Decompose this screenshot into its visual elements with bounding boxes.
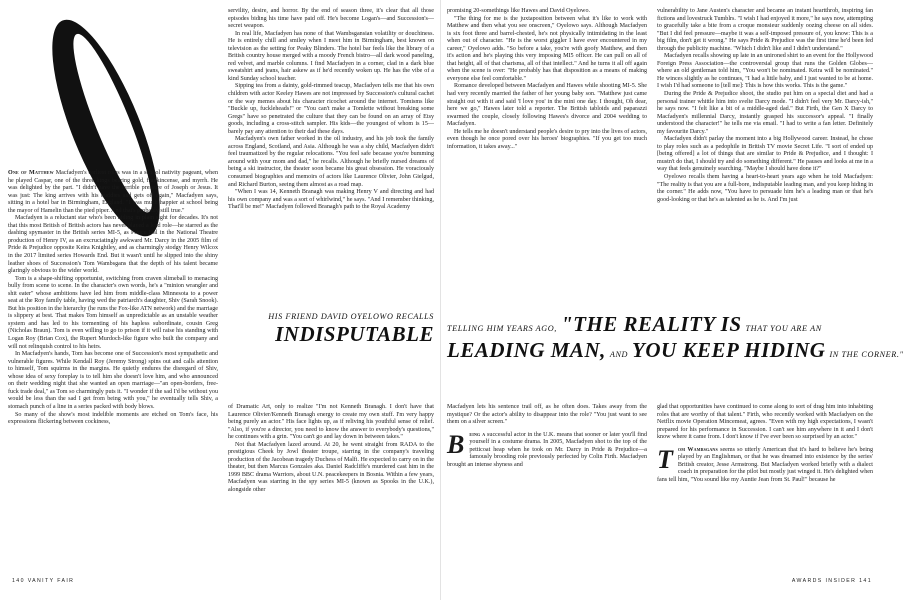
paragraph: In real life, Macfadyen has none of that Wambsgansian volatility or douchiness. He is entirely chill and smiley when I meet him in Birmingham, best known on television as the setting for Peaky Blinders. The hotel bar feels like the library of a British country house merged with a moody French bistro—all dark wood paneling, red velvet, and marble columns. I find Macfadyen in a corner, clad in a dark blue sweatshirt and jeans, hair askew as if he'd recently woken up. He has the vibe of a kind Sunday school teacher. bbox=[228, 30, 434, 82]
paragraph: Sipping tea from a dainty, gold-rimmed teacup, Macfadyen tells me that his own children with actor Keeley Hawes are not impressed by Succession's cultural cachet or the way memes about his character ricochet around the internet. Tomisms like "Buckle up, fuckleheads!" or "You can't make a Tomlette without breaking some Gregs" have so penetrated the culture that they can be found on an array of Etsy goods, including a cross-stitch sampler. His kids—the youngest of whom is 15—barely pay any attention to their dad these days. bbox=[228, 83, 434, 135]
lead-in: om Wambsgans bbox=[677, 446, 718, 453]
right-page bbox=[441, 0, 904, 600]
paragraph: seems so utterly American that it's hard to believe he's being played by an Englishman, or that he was dreamed into existence by the series' British creator, Jesse Armstrong. But Macfadyen worked briefly with a dialect coach in preparation for the pilot but mostly just winged it. He's delighted when fans tell him, "You sound like my Auntie Jean from St. Paul!" because he bbox=[657, 446, 874, 483]
paragraph: servility, desire, and horror. By the end of season three, it's clear that all those episodes biding his time have paid off. He's become Logan's—and Succession's—secret weapon. bbox=[228, 8, 434, 30]
paragraph: glad that opportunities have continued to come along to sort of drag him into inhabiting roles that are worthy of that talent." Firth, who recently worked with Macfadyen on the Netflix movie Operation Mincemeat, agrees. "Even with my high expectations, I wasn't prepared for his performance in Succession. I can't see him anywhere in it and I don't know where it came from. I don't know if I've ever been so surprised by an actor." bbox=[657, 404, 873, 441]
paragraph: Romance developed between Macfadyen and Hawes while shooting MI-5. She had very recently married the father of her young baby son. "Matthew just came straight out with it and said 'I love you' in the mini one day. I thought, Oh dear, here we go," Hawes later told a reporter. The British tabloids and paparazzi swarmed the couple, closely following Hawes's divorce and 2004 wedding to Macfadyen. bbox=[447, 83, 647, 128]
pullquote-emphasis: "THE REALITY IS bbox=[560, 312, 742, 336]
pullquote-line: TELLING HIM YEARS AGO, bbox=[447, 324, 557, 333]
paragraph: Oyelowo recalls them having a heart-to-heart years ago when he told Macfadyen: "The reality is that you are a full-bore, indisputable leading man, and you keep hiding in the corner." He adds now, "You have to persuade him he's a leading man or that he's good-looking or that he's as talented as he is. And I'm just bbox=[657, 174, 873, 203]
paragraph: "The thing for me is the juxtaposition between what it's like to work with Matthew and then what you see onscreen," Oyelowo says. Although Macfadyen is six foot three and barrel-chested, he's not physically intimidating in the least when out of character. "He is the worst giggler I have ever encountered in my career," Oyelowo adds. "So before a take, you're with goofy Matthew, and then it's action and he's playing this very imposing MI5 officer. He can pull on all of that height, all of that charisma, all of that intellect." And he turns it all off again when the scene is over: "He probably has that disposition as a means of making everyone else feel comfortable." bbox=[447, 15, 647, 82]
right-column-2-bottom bbox=[657, 404, 873, 574]
pullquote-line: AND bbox=[609, 350, 629, 359]
paragraph: In Macfadyen's hands, Tom has become one of Succession's most sympathetic and vulnerable figures. While Kendall Roy (Jeremy Strong) spins out and calls attention to himself, Tom squirms in the margins. He quietly endures the disregard of Shiv, whose idea of sexy foreplay is to tell him she doesn't love him, and who announced on their wedding night that she wanted an open marriage—"an open-borders, free-fuck trade deal," as Tom so charmingly puts it. "I wonder if the sad I'd be without you would be less than the sad I get from being with you," he eventually tells Shiv, a stomach punch of a line in a series packed with body blows. bbox=[8, 351, 218, 410]
paragraph: "When I was 14, Kenneth Branagh was making Henry V and directing and had his own company and was a sort of whirlwind," he says. "And I remember thinking, That'll be me!" Macfadyen followed Branagh's path to the Royal Academy bbox=[228, 189, 434, 211]
pullquote-line: HIS FRIEND DAVID OYELOWO RECALLS bbox=[268, 312, 434, 321]
paragraph: Tom is a shape-shifting opportunist, switching from craven slimeball to menacing bully from scene to scene. In the character's own words, he's a "minion wrangler and shit eater" whose ambitions have led him from middle-class Minnesota to a power seat at the Roy family table, having wed the patriarch's daughter, Shiv (Sarah Snook). But his position in the hierarchy (he runs the Fox-like ATN network) and the marriage is slippery at best. That makes Tom himself as unpredictable as an unstable weather system and has led to his tormenting of his hapless subordinate, cousin Greg (Nicholas Braun). Tom is even willing to go to prison if it will raise his standing with Logan Roy (Brian Cox), the Rupert Murdoch-like figure who built the company and will not relinquish control to his heirs. bbox=[8, 275, 218, 350]
paragraph: Macfadyen's earliest roles was in a school nativity pageant, when he played Caspar, one of the three kings bearing gold, frankincense, and myrrh. He was delighted by the part. "I didn't have the terrible pressure of Joseph or Jesus. It was just: The king arrives with his buddies and gets off again," Macfadyen says, sitting in a hotel bar in Birmingham, England. "I was much happier at school being the mayor of Hamelin than the pied piper. And that's probably still true." bbox=[8, 170, 218, 214]
right-column-1-top bbox=[447, 8, 647, 304]
lead-in: eing a bbox=[469, 431, 486, 438]
lead-in: One of Matthew bbox=[8, 170, 54, 176]
pullquote-right bbox=[447, 312, 904, 363]
drop-cap: T bbox=[657, 444, 673, 474]
paragraph: successful actor in the U.K. means that sooner or later you'll find yourself in a costume drama. In 2005, Macfadyen shot to the top of the petticoat heap when he took on Mr. Darcy in Pride & Prejudice—a famously brooding role previously perfected by Colin Firth. Macfadyen brought an intense shyness and bbox=[447, 431, 648, 468]
left-column-2-top bbox=[228, 8, 434, 304]
drop-cap: B bbox=[447, 429, 465, 459]
paragraph: Macfadyen is a reluctant star who's been hiding in plain sight for decades. It's not that this most British of British actors has never played a lead role—he starred as the dashing spymaster in the British series MI-5, as Prince Hal in the National Theatre production of Henry IV, as an excruciatingly awkward Mr. Darcy in the 2005 film of Pride & Prejudice opposite Keira Knightley, and as charmingly stodgy Henry Wilcox in the 2017 limited series Howards End. But it wasn't until he slipped into the shiny leather shoes of Succession's Tom Wambsgans that the depth of his talent became glaringly obvious to the wider world. bbox=[8, 215, 218, 275]
pullquote-emphasis: LEADING MAN, bbox=[447, 338, 606, 362]
pullquote-emphasis: INDISPUTABLE bbox=[275, 322, 434, 346]
left-column-2-bottom bbox=[228, 404, 434, 574]
right-column-1-bottom bbox=[447, 404, 647, 574]
paragraph: promising 20-somethings like Hawes and David Oyelowo. bbox=[447, 8, 591, 14]
left-page bbox=[0, 0, 441, 600]
paragraph: So many of the show's most indelible moments are etched on Tom's face, his expressions flickering between cockiness, bbox=[8, 411, 218, 426]
paragraph: Macfadyen didn't parlay the moment into a big Hollywood career. Instead, he chose to play roles such as a pedophile in British TV movie Secret Life. "I sort of ended up [being offered] a lot of things that are similar to Pride & Prejudice, and I thought: I mustn't do that, I should try and do something different." He pauses and looks at me in a way that feels genuinely searching. "Maybe I should have done it?" bbox=[657, 136, 873, 173]
paragraph: Not that Macfadyen lazed around. At 20, he went straight from RADA to the prestigious Cheek by Jowl theater troupe, starring in the company's traveling production of the Jacobean tragedy Duchess of Malfi. He expected to carry on in the theater, but then Marcus Gonzales aka. Daniel Radcliffe's murdered cast him in the 1999 BBC drama Warriors, about U.N. peacekeepers in Bosnia. Within a few years, Macfadyen was starring in the spy series MI-5 (known as Spooks in the U.K.), alongside other bbox=[228, 441, 434, 494]
paragraph: Macfadyen recalls showing up late in an unironed shirt to an event for the Hollywood Foreign Press Association—the controversial group that runs the Golden Globes—where an old gentleman told him, "You won't be nominated. Keira will be nominated." He winces slightly as he continues, "I had a little baby, and I just wanted to be at home. I wish I'd had someone to [tell me]: This is how this works. This is the game." bbox=[657, 53, 873, 90]
pullquote-left bbox=[228, 312, 434, 347]
paragraph: He tells me he doesn't understand people's desire to pry into the lives of actors, even though he once pored over his heroes' biographies. "If you get too much information, it takes away..." bbox=[447, 128, 647, 150]
paragraph: During the Pride & Prejudice shoot, the studio put him on a special diet and had a personal trainer whittle him into svelte Darcy mode. "I didn't feel very Mr. Darcy-ish," he says now. "I felt like a bit of a middle-aged dad." But Firth, the Gen X Darcy to Macfadyen's millennial Darcy, instantly grasped his successor's appeal. "I finally understood the character!" he tells me via email. "I had to write a fan letter. Definitely my favourite Darcy." bbox=[657, 91, 873, 135]
pullquote-line: THAT YOU ARE AN bbox=[745, 324, 822, 333]
page-folio: 140 VANITY FAIR bbox=[12, 578, 75, 584]
paragraph: Macfadyen lets his sentence trail off, as he often does. Takes away from the mystique? Or the actor's ability to disappear into the role? "You just want to see them on a silver screen." bbox=[447, 404, 647, 426]
paragraph: Macfadyen's own father worked in the oil industry, and his job took the family across England, Scotland, and Asia. Although he was a shy child, Macfadyen didn't feel traumatized by the regular relocations. "You feel safe because you're bumming around with your mom and dad," he recalls. Although he briefly nursed dreams of being a ski instructor, the theater soon became his great obsession. He voraciously consumed biographies and memoirs of actors like Laurence Olivier, John Gielgud, and Richard Burton, seeing them almost as a road map. bbox=[228, 136, 434, 188]
left-column-1 bbox=[8, 170, 218, 578]
pullquote-emphasis: YOU KEEP HIDING bbox=[632, 338, 826, 362]
paragraph: of Dramatic Art, only to realize "I'm not Kenneth Branagh. I don't have that Laurence Olivier/Kenneth Branagh energy to create my own stuff. I'm very happy being purely an actor." His face lights up, as if reliving his youthful sense of relief. "Also, if you're a director, you need to know the answer to everybody's questions," he continues with a grin. "You can't go and lay down in between takes." bbox=[228, 404, 434, 441]
pullquote-line: IN THE CORNER." bbox=[829, 350, 904, 359]
right-column-2-top bbox=[657, 8, 873, 304]
page-folio: AWARDS INSIDER 141 bbox=[791, 578, 872, 584]
paragraph: vulnerability to Jane Austen's character and became an instant heartthrob, inspiring fan fictions and lovestruck Tumblrs. "I wish I had enjoyed it more," he says now, attempting to gracefully take a bite from a croque monsieur suddenly oozing cheese on all sides. "But I did feel pressure—maybe it was a self-imposed pressure of, you know: This is a big film, don't get it wrong." He says Pride & Prejudice was the first time he'd been fed through the publicity machine. "Which I didn't like and I didn't understand." bbox=[657, 8, 873, 52]
